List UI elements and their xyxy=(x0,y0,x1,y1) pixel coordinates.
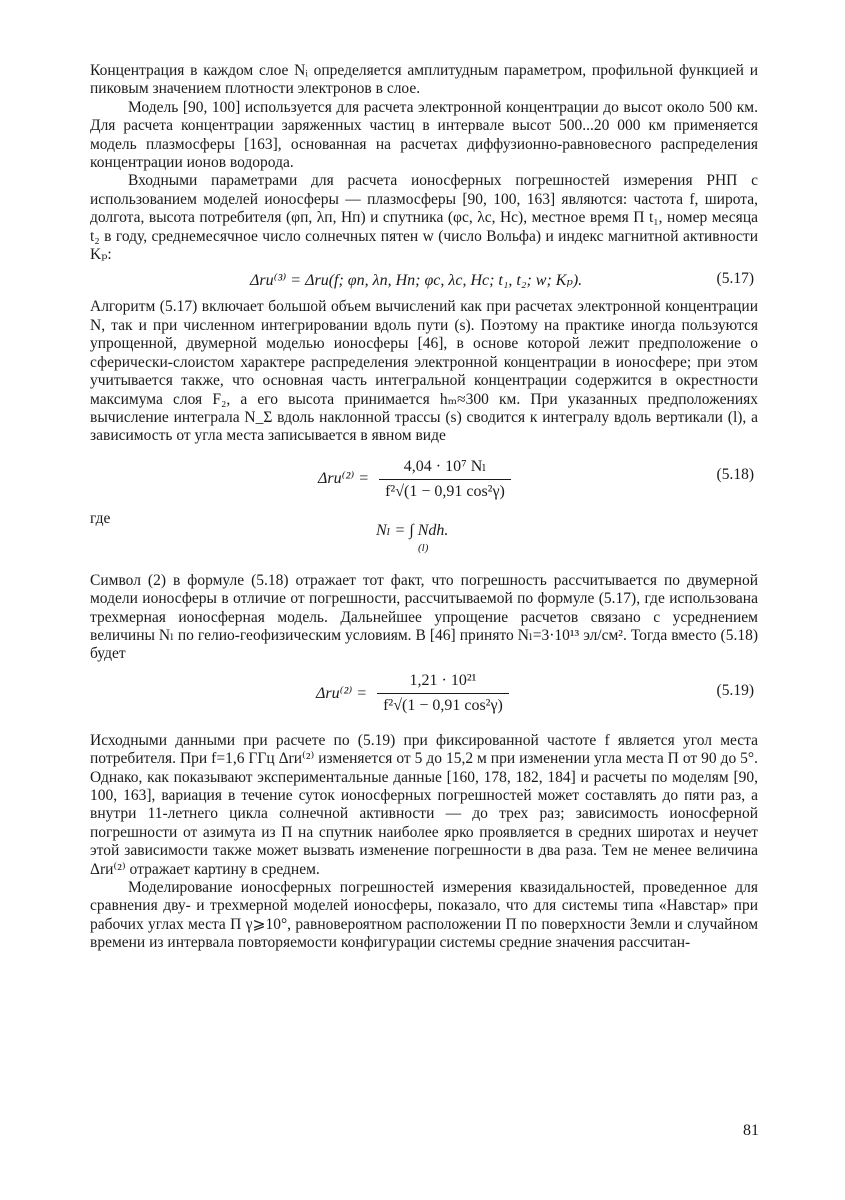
equation-5-18-numerator: 4,04 · 10⁷ Nₗ xyxy=(379,456,511,480)
equation-5-17 xyxy=(90,264,758,298)
equation-5-19-numerator: 1,21 · 10²¹ xyxy=(377,672,509,694)
equation-5-18-fraction xyxy=(379,456,511,501)
equation-5-18 xyxy=(90,452,758,514)
equation-nl-lhs: Nₗ = xyxy=(376,521,406,539)
paragraph-1: Концентрация в каждом слое Nᵢ определяется амплитудным параметром, профильной функцией и пиковым значением плотности электронов в слое. xyxy=(90,62,758,98)
paragraph-7: Моделирование ионосферных погрешностей измерения квазидальностей, проведенное для сравнения дву- и трехмерной моделей ионосферы, показало, что для системы типа «Навстар» при рабочих углах места П γ⩾10°, равновероятном расположении П по поверхности Земли и случайном времени из интервала повторяемости конфигурации системы средние значения рассчитан- xyxy=(90,879,758,952)
equation-nl-body: ∫ Ndh. xyxy=(409,521,449,539)
equation-5-19-fraction xyxy=(377,672,509,715)
equation-nl-subscript: (l) xyxy=(418,541,429,554)
equation-5-18-number: (5.18) xyxy=(716,465,754,483)
page-number: 81 xyxy=(743,1122,759,1139)
paragraph-6: Исходными данными при расчете по (5.19) при фиксированной частоте f является угол места потребителя. При f=1,6 ГГц Δrи⁽²⁾ изменяется от 5 до 15,2 м при изменении угла места П от 90 до 5°. Однако, как показывают экспериментальные данные [160, 178, 182, 184] и расчеты по моделям [90, 100, 163], вариация в течение суток ионосферных погрешностей может составлять до пяти раз, а внутри 11-летнего цикла солнечной активности — до трех раз; зависимость ионосферной погрешности от азимута из П на спутник наиболее ярко проявляется в средних широтах и неучет этой зависимости также может вызвать изменение погрешности в два раза. Тем не менее величина Δrи⁽²⁾ отражает картину в среднем. xyxy=(90,731,758,878)
equation-5-19 xyxy=(90,668,758,732)
where-label: где xyxy=(90,509,111,527)
paragraph-3: Входными параметрами для расчета ионосферных погрешностей измерения РНП с использованием моделей ионосферы — плазмосферы [90, 100, 163] являются: частота f, широта, долгота, высота потребителя (φп, λп, Hп) и спутника (φс, λс, Hс), местное время П t₁, номер месяца t₂ в году, среднемесячное число солнечных пятен w (число Вольфа) и индекс магнитной активности Kₚ: xyxy=(90,172,758,264)
equation-5-17-number: (5.17) xyxy=(716,270,754,288)
equation-5-17-body: Δrи⁽³⁾ = Δrи(f; φп, λп, Hп; φс, λс, Hс; t₁, t₂; w; Kₚ). xyxy=(250,272,583,290)
equation-5-19-number: (5.19) xyxy=(716,681,754,699)
paragraph-5: Символ (2) в формуле (5.18) отражает тот факт, что погрешность рассчитывается по двумерной модели ионосферы в отличие от погрешности, рассчитываемой по формуле (5.17), где использована трехмерная ионосферная модель. Дальнейшее упрощение расчетов связано с усреднением величины Nₗ по гелио-геофизическим условиям. В [46] принято Nₗ=3·10¹³ эл/см². Тогда вместо (5.18) будет xyxy=(90,571,758,663)
equation-5-19-denominator: f²√(1 − 0,91 cos²γ) xyxy=(383,696,503,714)
paragraph-2: Модель [90, 100] используется для расчета электронной концентрации до высот около 500 км. Для расчета концентрации заряженных частиц в интервале высот 500...20 000 км применяется модель плазмосферы [163], основанная на расчетах диффузионно-равновесного распределения концентрации ионов водорода. xyxy=(90,98,758,172)
paragraph-4: Алгоритм (5.17) включает большой объем вычислений как при расчетах электронной концентрации N, так и при численном интегрировании вдоль пути (s). Поэтому на практике иногда пользуются упрощенной, двумерной моделью ионосферы [46], в основе которой лежит предположение о сферически-слоистом характере распределения электронной концентрации в ионосфере; при этом учитывается также, что основная часть интегральной концентрации содержится в окрестности максимума слоя F₂, а его высота принимается hₘ≈300 км. При указанных предположениях вычисление интеграла N_Σ вдоль наклонной трассы (s) сводится к интегралу вдоль вертикали (l), а зависимость от угла места записывается в явном виде xyxy=(90,298,758,445)
equation-5-18-denominator: f²√(1 − 0,91 cos²γ) xyxy=(385,482,505,500)
equation-5-18-lhs: Δrи⁽²⁾ = xyxy=(318,470,370,488)
equation-5-19-lhs: Δrи⁽²⁾ = xyxy=(316,685,368,703)
equation-nl xyxy=(90,509,758,572)
text-column xyxy=(90,62,758,953)
